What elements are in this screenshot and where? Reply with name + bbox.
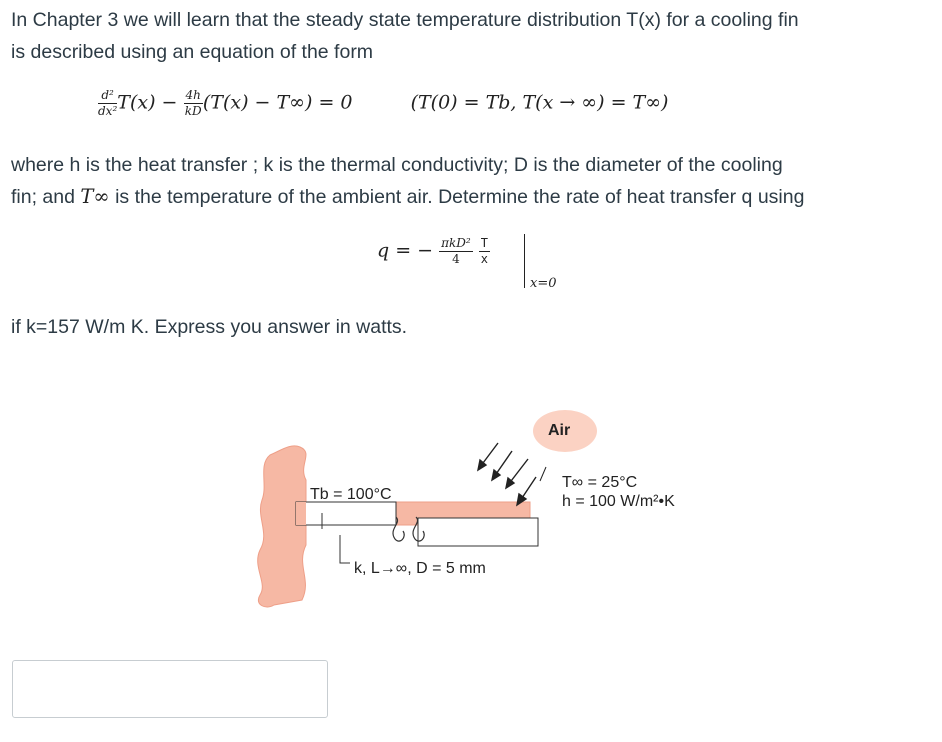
equation-body: (T(x) − T∞) = 0 <box>202 91 353 114</box>
fin-properties-label: k, L→∞, D = 5 mm <box>354 560 486 577</box>
question-intro <box>11 4 931 68</box>
intro-line-1: In Chapter 3 we will learn that the steady state temperature distribution T(x) for a cooling fin <box>11 9 799 31</box>
ambient-conditions <box>562 473 675 511</box>
fin-root <box>296 502 396 525</box>
fin-tip <box>418 518 538 546</box>
boundary-conditions: (T(0) = Tb, T(x → ∞) = T∞) <box>410 91 669 114</box>
equation-tx: T(x) − <box>117 91 178 114</box>
evaluation-point: x=0 <box>530 276 557 291</box>
where-line-2: fin; and T∞ is the temperature of the ambient air. Determine the rate of heat transfer q using <box>11 185 805 208</box>
second-derivative-operator: $\frac{\text{d²}}{\text{dx²}}$ <box>98 88 118 118</box>
tinf-symbol: T∞ <box>80 185 110 208</box>
question-where <box>11 149 931 213</box>
air-flow-arrows-icon <box>478 443 536 505</box>
fin-equation <box>98 88 668 119</box>
air-label: Air <box>548 422 571 439</box>
q-coefficient: $\frac{\text{πkD²}}{4}$ <box>441 236 471 266</box>
ambient-temperature-label: T∞ = 25°C <box>562 474 638 491</box>
evaluation-bar <box>524 234 525 288</box>
intro-line-2: is described using an equation of the form <box>11 41 374 63</box>
heat-transfer-coefficient-label: h = 100 W/m²•K <box>562 493 675 510</box>
coefficient-fraction: $\frac{4h}{kD}$ <box>184 88 202 118</box>
q-formula <box>377 236 490 267</box>
base-temperature-label: Tb = 100°C <box>310 486 392 503</box>
fin-diagram <box>240 405 720 620</box>
where-line-1: where h is the heat transfer ; k is the thermal conductivity; D is the diameter of the cooling <box>11 154 783 176</box>
given-line: if k=157 W/m K. Express you answer in watts. <box>11 316 408 338</box>
answer-input[interactable] <box>12 660 328 718</box>
q-lhs: q = − <box>377 239 434 262</box>
q-derivative: $\frac{T}{x}$ <box>480 236 489 266</box>
